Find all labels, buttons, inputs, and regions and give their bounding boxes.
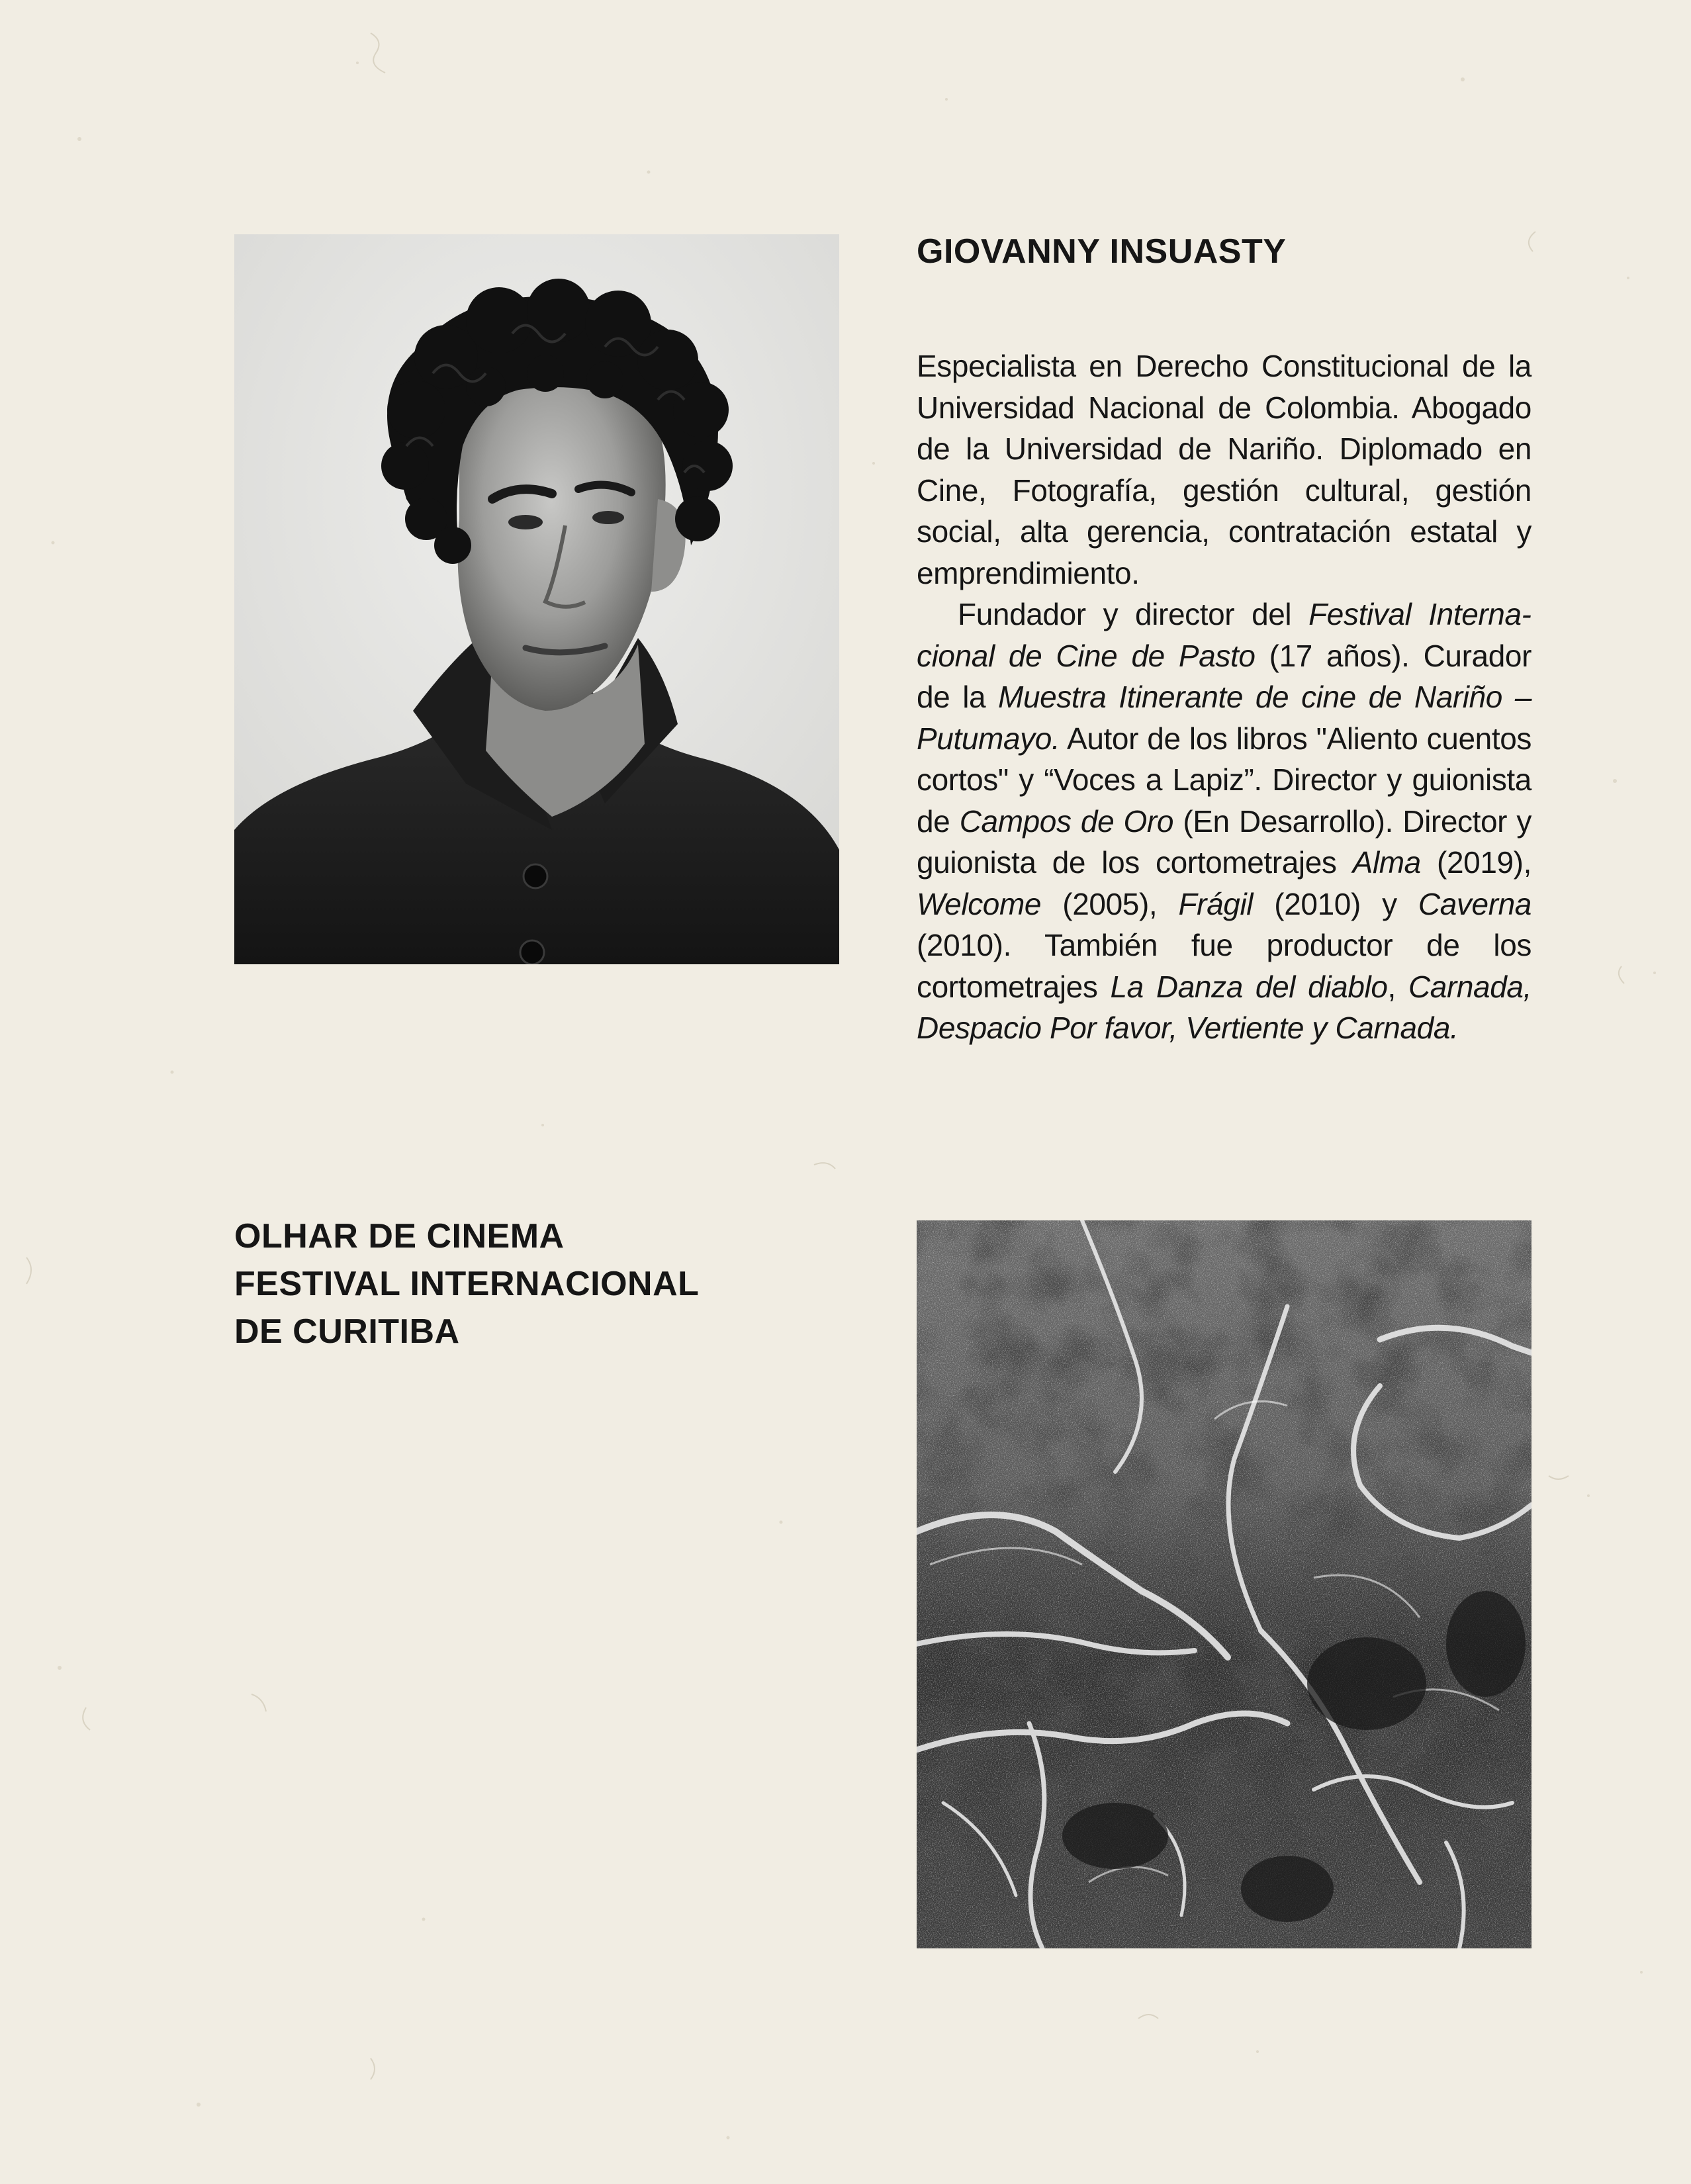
ice-texture-photo-icon bbox=[917, 1220, 1531, 1948]
alma-title: Alma bbox=[1352, 845, 1421, 880]
bio-text: (2005), bbox=[1041, 886, 1179, 921]
muestra-title: Muestra Itinerante de cine de Nariño – Putumayo. bbox=[917, 680, 1532, 756]
welcome-title: Welcome bbox=[917, 886, 1042, 921]
bio-text: (En Desarrollo). Director y guionista de los cortometrajes bbox=[917, 803, 1532, 880]
portrait-photo-icon bbox=[234, 234, 839, 964]
festival-title-line: DE CURITIBA bbox=[234, 1312, 460, 1351]
ice-texture-photo bbox=[917, 1220, 1531, 1948]
festival-title-line: OLHAR DE CINEMA bbox=[234, 1217, 565, 1255]
bio-paragraph-1: Especialista en Derecho Constitucional de la Universidad Nacional de Colombia. Abogado de la Universidad de Nariño. Diplomado en Cine, Fotografía, gestión cultural, gestión social, alta gerencia, contratación estatal y emprendimiento. bbox=[917, 349, 1531, 590]
caverna-title: Caverna bbox=[1418, 886, 1531, 921]
profile-name: GIOVANNY INSUASTY bbox=[917, 232, 1287, 271]
bio-text: (2010) y bbox=[1253, 886, 1418, 921]
bio-paragraph-2 bbox=[917, 594, 1531, 1049]
bio-text: (17 años). Curador de la bbox=[917, 638, 1531, 714]
danza-del-diablo-title: La Danza del diablo bbox=[1110, 969, 1388, 1004]
bio-text: , bbox=[1387, 969, 1408, 1004]
fragil-title: Frágil bbox=[1178, 886, 1254, 921]
festival-title bbox=[234, 1212, 699, 1355]
bio-text: (2010). También fue productor de los cortometrajes bbox=[917, 928, 1531, 1004]
bio-text: Fundador y director del bbox=[958, 597, 1309, 631]
festival-title-line: FESTIVAL INTERNACIONAL bbox=[234, 1265, 700, 1303]
festival-pasto-title: Festival Internacional de Cine de Pasto bbox=[917, 597, 1531, 673]
short-films-list: Carnada, Despacio Por favor, Vertiente y Carnada. bbox=[917, 969, 1531, 1045]
bio-text: (2019), bbox=[1420, 845, 1531, 880]
profile-bio bbox=[917, 345, 1531, 1049]
campos-de-oro-title: Campos de Oro bbox=[959, 803, 1174, 839]
bio-text: Autor de los libros "Aliento cuentos cortos" y “Voces a Lapiz”. Director y guionista de bbox=[917, 721, 1531, 839]
portrait-photo bbox=[234, 234, 839, 964]
